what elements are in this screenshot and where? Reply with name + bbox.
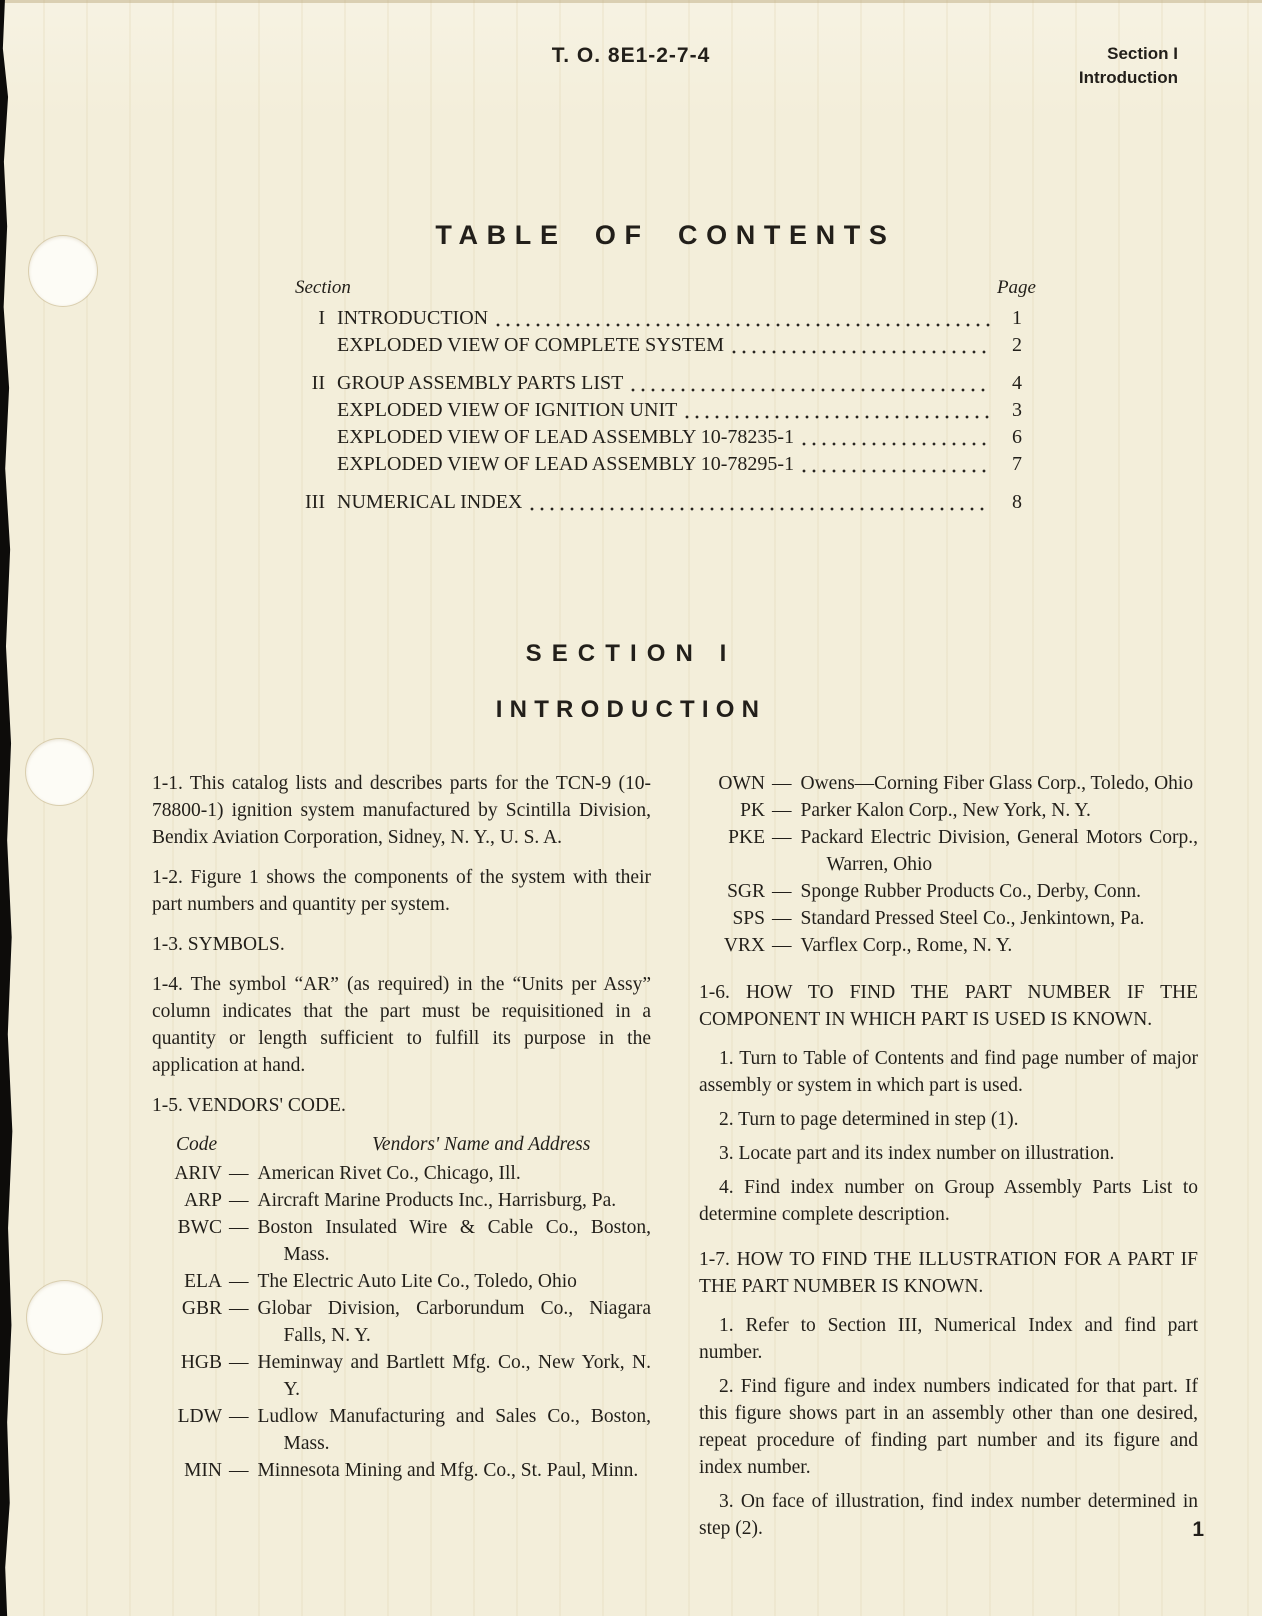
section-heading-line1: SECTION I <box>525 640 737 667</box>
vendor-entry <box>152 1403 651 1457</box>
toc-row-title: GROUP ASSEMBLY PARTS LIST <box>337 372 624 394</box>
vendor-name: Owens—Corning Fiber Glass Corp., Toledo, Ohio <box>800 773 1194 794</box>
vendor-entry <box>699 824 1198 878</box>
left-column <box>152 770 651 1549</box>
vendors-name-label: Vendors' Name and Address <box>372 1134 591 1155</box>
vendor-code: PK <box>740 800 765 821</box>
vendor-dash: — <box>229 1352 249 1373</box>
vendor-name: American Rivet Co., Chicago, Ill. <box>257 1163 521 1184</box>
vendor-dash: — <box>229 1460 249 1481</box>
step-1-6-2: 2. Turn to page determined in step (1). <box>719 1109 1019 1130</box>
toc-dot-leader <box>682 397 990 424</box>
toc-row <box>295 397 1036 424</box>
toc-row <box>295 489 1036 516</box>
toc-section-col-label: Section <box>295 277 351 298</box>
toc-dot-leader <box>628 370 990 397</box>
vendor-name: Boston Insulated Wire & Cable Co., Boston, Mass. <box>257 1217 651 1265</box>
scan-black-edge <box>0 0 13 1616</box>
page-number: 1 <box>1192 1518 1204 1541</box>
toc-group-2 <box>295 370 1036 478</box>
toc-row-title: INTRODUCTION <box>337 307 489 329</box>
vendor-name: Heminway and Bartlett Mfg. Co., New York, N. Y. <box>257 1352 651 1400</box>
step-1-7-3: 3. On face of illustration, find index number determined in step (2). <box>699 1491 1198 1539</box>
vendor-name: The Electric Auto Lite Co., Toledo, Ohio <box>257 1271 577 1292</box>
vendor-code: VRX <box>723 935 765 956</box>
vendor-code: MIN <box>184 1460 222 1481</box>
toc-row-page: 4 <box>1012 372 1022 394</box>
toc-row-num: III <box>305 491 325 513</box>
toc-dot-leader <box>799 451 990 478</box>
para-1-1: 1-1. This catalog lists and describes parts for the TCN-9 (10-78800-1) ignition system manufactured by Scintilla Division, Bendix Aviation Corporation, Sidney, N. Y., U. S. A. <box>152 773 651 848</box>
vendor-dash: — <box>772 773 792 794</box>
vendors-header <box>152 1131 651 1158</box>
vendor-dash: — <box>772 935 792 956</box>
vendors-code-label: Code <box>176 1134 218 1155</box>
section-heading <box>0 640 1262 724</box>
vendor-entry <box>152 1268 651 1295</box>
toc-row <box>295 305 1036 332</box>
vendor-entry <box>152 1349 651 1403</box>
toc-row <box>295 451 1036 478</box>
para-1-4: 1-4. The symbol “AR” (as required) in the “Units per Assy” column indicates that the part must be requisitioned in a quantity or length sufficient to fulfill its purpose in the application at hand. <box>152 974 651 1076</box>
toc-page-col-label: Page <box>996 277 1036 298</box>
step-1-6-4: 4. Find index number on Group Assembly Parts List to determine complete description. <box>699 1177 1198 1225</box>
vendor-code: OWN <box>718 773 765 794</box>
step-1-7-1: 1. Refer to Section III, Numerical Index and find part number. <box>699 1315 1198 1363</box>
header-section-sublabel: Introduction <box>1078 67 1178 87</box>
step-1-6-3: 3. Locate part and its index number on illustration. <box>719 1143 1115 1164</box>
body-columns <box>152 770 1198 1549</box>
vendor-code: SPS <box>732 908 765 929</box>
heading-1-7: 1-7. HOW TO FIND THE ILLUSTRATION FOR A PART IF THE PART NUMBER IS KNOWN. <box>699 1249 1198 1297</box>
vendor-dash: — <box>772 827 792 848</box>
vendor-code: ARIV <box>174 1163 222 1184</box>
toc-row-page: 2 <box>1012 334 1022 356</box>
toc-row-title: NUMERICAL INDEX <box>337 491 523 513</box>
toc-row-title: EXPLODED VIEW OF LEAD ASSEMBLY 10-78235-1 <box>337 426 795 448</box>
toc-row <box>295 424 1036 451</box>
toc-row-page: 3 <box>1012 399 1022 421</box>
toc-group-1 <box>295 305 1036 359</box>
toc-title: TABLE OF CONTENTS <box>435 220 896 250</box>
vendor-dash: — <box>229 1298 249 1319</box>
vendor-name: Packard Electric Division, General Motors Corp., Warren, Ohio <box>800 827 1198 875</box>
vendor-entry <box>699 932 1198 959</box>
toc-group-3 <box>295 489 1036 516</box>
vendor-entry <box>152 1160 651 1187</box>
doc-number: T. O. 8E1-2-7-4 <box>551 44 711 67</box>
binder-punch-hole <box>27 1281 102 1354</box>
toc-row-page: 1 <box>1012 307 1022 329</box>
toc-row-title: EXPLODED VIEW OF COMPLETE SYSTEM <box>337 334 725 356</box>
vendor-dash: — <box>229 1217 249 1238</box>
vendor-dash: — <box>229 1163 249 1184</box>
vendor-code: HGB <box>180 1352 222 1373</box>
section-heading-line2: INTRODUCTION <box>495 696 767 723</box>
vendor-name: Ludlow Manufacturing and Sales Co., Boston, Mass. <box>257 1406 651 1454</box>
vendor-dash: — <box>229 1406 249 1427</box>
vendor-name: Parker Kalon Corp., New York, N. Y. <box>800 800 1091 821</box>
binder-punch-hole <box>26 739 93 805</box>
vendor-dash: — <box>772 908 792 929</box>
toc-row <box>295 370 1036 397</box>
binder-punch-hole <box>29 236 97 306</box>
vendor-entry <box>699 905 1198 932</box>
vendor-dash: — <box>229 1271 249 1292</box>
toc-dot-leader <box>799 424 990 451</box>
para-1-5: 1-5. VENDORS' CODE. <box>152 1095 346 1116</box>
vendor-entry <box>152 1457 651 1484</box>
vendor-code: ELA <box>184 1271 222 1292</box>
para-1-3: 1-3. SYMBOLS. <box>152 934 285 955</box>
para-1-2: 1-2. Figure 1 shows the components of the system with their part numbers and quantity per system. <box>152 867 651 915</box>
toc-row-page: 6 <box>1012 426 1022 448</box>
toc-row-title: EXPLODED VIEW OF IGNITION UNIT <box>337 399 678 421</box>
vendor-code: SGR <box>727 881 765 902</box>
toc-dot-leader <box>729 332 990 359</box>
vendor-code: LDW <box>177 1406 222 1427</box>
step-1-7-2: 2. Find figure and index numbers indicated for that part. If this figure shows part in an assembly other than one desired, repeat procedure of finding part number and its figure and index number. <box>699 1376 1198 1478</box>
right-column <box>699 770 1198 1549</box>
heading-1-6: 1-6. HOW TO FIND THE PART NUMBER IF THE COMPONENT IN WHICH PART IS USED IS KNOWN. <box>699 982 1198 1030</box>
vendor-dash: — <box>229 1190 249 1211</box>
vendor-name: Aircraft Marine Products Inc., Harrisburg, Pa. <box>257 1190 617 1211</box>
toc-row-title: EXPLODED VIEW OF LEAD ASSEMBLY 10-78295-1 <box>337 453 795 475</box>
toc-row-num: II <box>311 372 325 394</box>
header-section-block <box>1079 42 1178 90</box>
toc-row-page: 8 <box>1012 491 1022 513</box>
step-1-6-1: 1. Turn to Table of Contents and find page number of major assembly or system in which part is used. <box>699 1048 1198 1096</box>
vendor-entry <box>699 770 1198 797</box>
vendor-dash: — <box>772 881 792 902</box>
toc-dot-leader <box>527 489 990 516</box>
vendor-entry <box>152 1187 651 1214</box>
vendor-entry <box>699 797 1198 824</box>
vendor-name: Standard Pressed Steel Co., Jenkintown, Pa. <box>800 908 1145 929</box>
toc-row-num: I <box>318 307 325 329</box>
toc-dot-leader <box>493 305 990 332</box>
table-of-contents <box>295 220 1036 527</box>
toc-column-labels <box>295 277 1036 299</box>
vendor-dash: — <box>772 800 792 821</box>
vendor-code: PKE <box>728 827 765 848</box>
toc-row-page: 7 <box>1012 453 1022 475</box>
vendor-name: Varflex Corp., Rome, N. Y. <box>800 935 1013 956</box>
vendor-name: Minnesota Mining and Mfg. Co., St. Paul, Minn. <box>257 1460 639 1481</box>
toc-row <box>295 332 1036 359</box>
vendor-name: Globar Division, Carborundum Co., Niagara Falls, N. Y. <box>257 1298 651 1346</box>
vendor-entry <box>699 878 1198 905</box>
vendor-entry <box>152 1295 651 1349</box>
vendor-name: Sponge Rubber Products Co., Derby, Conn. <box>800 881 1142 902</box>
vendor-code: GBR <box>181 1298 222 1319</box>
vendor-code: BWC <box>177 1217 222 1238</box>
header-section-label: Section I <box>1107 44 1178 63</box>
vendor-entry <box>152 1214 651 1268</box>
vendor-code: ARP <box>184 1190 222 1211</box>
